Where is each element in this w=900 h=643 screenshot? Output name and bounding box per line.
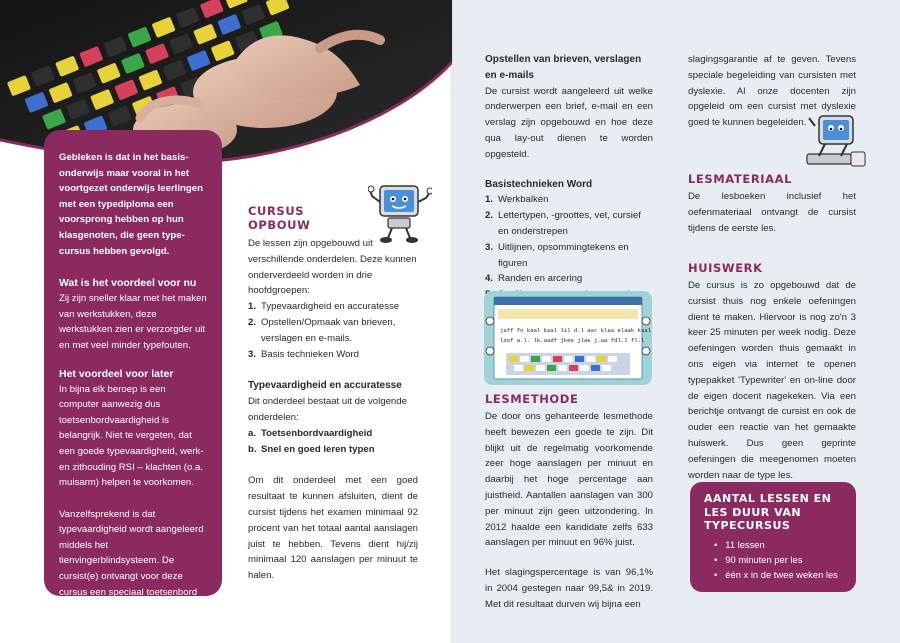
- advantage-later-text: In bijna elk beroep is een computer aanwezig dus toetsenbordvaardigheid is belangrijk. Niet te vergeten, dat een goede typevaardigheid, werk- en zithouding RSI – klachten (o.a. muisarm) helpen te voorkomen.: [59, 383, 204, 489]
- method-text: De door ons gehanteerde lesmethode heeft bewezen een goede te zijn. Dit blijkt uit de regelmatig voorkomende zeer hoge aanslagen per minuut en daarbij het hoge percentage aan juistheid. Aantallen aanslagen van 300 per minuut zijn geen uitzondering. In 2012 haalde een kandidate zelfs 633 aanslagen per minuut en 96% juist.: [485, 411, 653, 549]
- homework-section: [688, 261, 856, 483]
- software-window-illustration: [484, 291, 652, 385]
- letters-section: [485, 52, 653, 303]
- list-item: b. Snel en goed leren typen: [248, 443, 375, 455]
- list-item: 2. Lettertypen, -groottes, vet, cursief en onderstrepen: [485, 210, 641, 237]
- course-groups-list: [248, 299, 418, 362]
- homework-heading: HUISWERK: [688, 261, 763, 275]
- course-heading-line1: CURSUS: [248, 204, 305, 218]
- course-structure-section: [248, 204, 418, 236]
- success-rate-text: Het slagingspercentage is van 96,1% in 2004 gestegen naar 99,5& in 2019. Met dit resultaat durven wij bijna een: [485, 567, 653, 610]
- lessons-info-box: [690, 482, 856, 592]
- typing-software-screenshot: [484, 291, 652, 385]
- typing-skill-title: Typevaardigheid en accuratesse: [248, 380, 402, 392]
- list-item: 1. Werkbalken: [485, 194, 549, 206]
- lessons-list: [704, 537, 842, 582]
- guarantee-text: slagingsgarantie af te geven. Tevens speciale begeleiding van cursisten met dyslexie. Al onze docenten zijn opgeleid om een cursist met dyslexie goed te kunnen begeleiden.: [688, 54, 856, 129]
- material-text: De lesboeken inclusief het oefenmateriaal ontvangt de cursist tijdens de eerste les.: [688, 191, 856, 234]
- course-intro: De lessen zijn opgebouwd uit verschillende onderdelen. Deze kunnen onderverdeeld worden in drie hoofdgroepen:: [248, 238, 417, 297]
- method-section: [485, 392, 653, 613]
- course-structure-body: [248, 236, 418, 584]
- word-title: Basistechnieken Word: [485, 178, 593, 190]
- list-item: 2. Opstellen/Opmaak van brieven, verslagen en e-mails.: [248, 316, 396, 344]
- letters-text: De cursist wordt aangeleerd uit welke onderwerpen een brief, e-mail en een verslag zijn opgebouwd en hoe deze qua lay-out dienen te worden opgesteld.: [485, 85, 653, 160]
- page-fold: [450, 0, 454, 643]
- list-item: • 11 lessen: [714, 537, 842, 552]
- advantage-now-title: Wat is het voordeel voor nu: [59, 277, 197, 290]
- advantage-later-title: Het voordeel voor later: [59, 367, 174, 380]
- list-item: 3. Basis technieken Word: [248, 348, 359, 360]
- material-section: [688, 172, 856, 236]
- typing-skill-intro: Dit onderdeel bestaat uit de volgende onderdelen:: [248, 396, 407, 423]
- word-list: [485, 192, 653, 303]
- practice-line-1: jaff fo kaal kaal lil d.l aar klaa elaak kaal: [500, 327, 652, 334]
- practice-line-2: loof a.l. lk.aadf jkee jlae j.aa fdl.l fl.l: [500, 337, 645, 344]
- homework-text: De cursus is zo opgebouwd dat de cursist thuis nog enkele oefeningen dient te maken. Hiervoor is nog zo'n 3 keer 25 minuten per week nodig. Deze oefeningen worden thuis gemaakt in ons eigen via internet te openen typepakket 'Typewriter' en on-line door de eigen docent nagekeken. Via een berichtje ontvangt de cursist en ook de ouder een reactie van het gemaakte huiswerk. Dus geen geprinte oefeningen die meegenomen moeten worden naar de type les.: [688, 280, 856, 481]
- list-item: • één x in de twee weken les: [714, 567, 842, 582]
- typing-skill-text: Om dit onderdeel met een goed resultaat te kunnen afsluiten, dient de cursist tijdens het examen minimaal 92 procent van het totaal aantal aanslagen juist te hebben. Tevens dient hij/zij minimaal 120 aanslagen per minuut te halen.: [248, 475, 418, 582]
- typing-mascot-icon: [805, 112, 869, 172]
- typing-items-list: [248, 426, 418, 458]
- advantage-now-text: Zij zijn sneller klaar met het maken van werkstukken, deze werkstukken zien er verzorgder uit en met veel minder typefouten.: [59, 293, 207, 351]
- list-item: a. Toetsenbordvaardigheid: [248, 427, 373, 439]
- closing-text: Vanzelfsprekend is dat typevaardigheid wordt aangeleerd middels het tienvingerblindsysteem. De cursist(e) ontvangt voor deze cursus een speciaal toetsenbord in bruikleen.: [59, 508, 204, 614]
- method-heading: LESMETHODE: [485, 392, 579, 406]
- list-item: • 90 minuten per les: [714, 552, 842, 567]
- list-item: 1. Typevaardigheid en accuratesse: [248, 301, 400, 313]
- benefits-card: [44, 130, 222, 614]
- list-item: 3. Uitlijnen, opsommingtekens en figuren: [485, 241, 629, 269]
- course-heading-line2: OPBOUW: [248, 218, 311, 232]
- list-item: 4. Randen en arcering: [485, 273, 583, 285]
- lessons-box-title: AANTAL LESSEN EN LES DUUR VAN TYPECURSUS: [704, 492, 832, 532]
- material-heading: LESMATERIAAL: [688, 172, 793, 186]
- card-intro: Gebleken is dat in het basisonderwijs maar vooral in het voortgezet onderwijs leerlingen met een typediploma een voorsprong hebben op hun klasgenoten, die geen typecursus hebben gevolgd.: [59, 152, 203, 257]
- letters-title: Opstellen van brieven, verslagen en e-mails: [485, 54, 642, 81]
